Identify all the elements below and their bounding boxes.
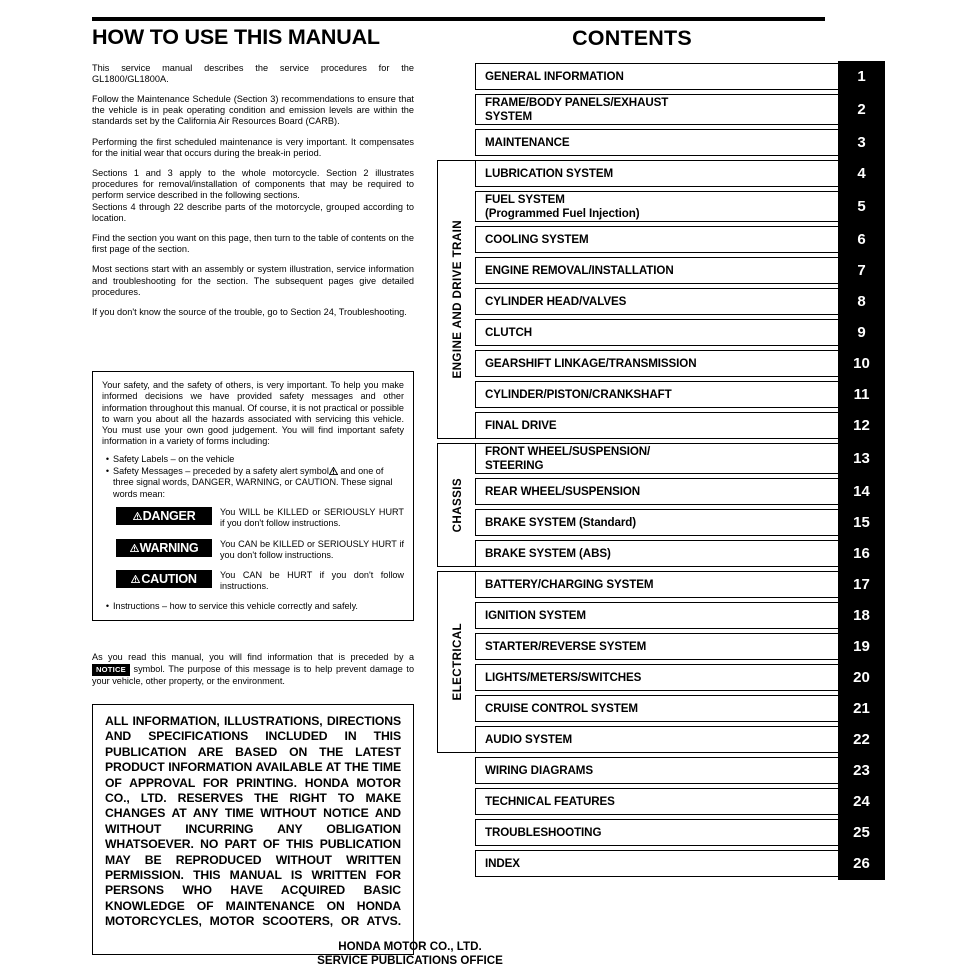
contents-row-number: 25: [838, 817, 885, 849]
contents-row-label: [475, 571, 839, 598]
caution-badge-label: CAUTION: [141, 572, 197, 587]
contents-row-number: 26: [838, 848, 885, 880]
contents-row[interactable]: [475, 695, 885, 722]
contents-row-label: [475, 602, 839, 629]
contents-row-label: [475, 726, 839, 753]
footer-office: SERVICE PUBLICATIONS OFFICE: [317, 954, 503, 967]
contents-row-label: [475, 288, 839, 315]
contents-row-title: IGNITION SYSTEM: [485, 608, 586, 622]
contents-row-title: GEARSHIFT LINKAGE/TRANSMISSION: [485, 356, 697, 370]
contents-row-label: [475, 319, 839, 346]
contents-row-number: 18: [838, 600, 885, 632]
safety-bullet-2-part-b: and one of three signal words, DANGER, WARNING, or CAUTION. These signal words mean:: [113, 466, 393, 499]
contents-group-bracket: [437, 160, 477, 439]
notice-paragraph: [92, 652, 414, 688]
contents-row-number: 15: [838, 507, 885, 539]
contents-row-number: 17: [838, 569, 885, 601]
contents-row-number: 13: [838, 441, 885, 477]
contents-row-number: 10: [838, 348, 885, 380]
contents-row-title: TROUBLESHOOTING: [485, 825, 602, 839]
danger-description: You WILL be KILLED or SERIOUSLY HURT if you don't follow instructions.: [220, 506, 404, 529]
contents-row-title: WIRING DIAGRAMS: [485, 763, 593, 777]
contents-row-number: 4: [838, 158, 885, 190]
danger-badge-label: DANGER: [142, 508, 196, 523]
contents-row-number: 19: [838, 631, 885, 663]
contents-row-number: 20: [838, 662, 885, 694]
contents-row[interactable]: [475, 726, 885, 753]
contents-row[interactable]: [475, 257, 885, 284]
contents-row-title: BATTERY/CHARGING SYSTEM: [485, 577, 654, 591]
contents-row[interactable]: [475, 443, 885, 474]
contents-row-number: 11: [838, 379, 885, 411]
warning-badge-label: WARNING: [139, 540, 199, 555]
contents-row[interactable]: [475, 819, 885, 846]
contents-row-number: 6: [838, 224, 885, 256]
intro-paragraph-5: Sections 4 through 22 describe parts of the motorcycle, grouped according to location.: [92, 201, 414, 223]
contents-row[interactable]: [475, 129, 885, 156]
contents-row-label: [475, 633, 839, 660]
contents-row-number: 12: [838, 410, 885, 442]
contents-row-title: LIGHTS/METERS/SWITCHES: [485, 670, 642, 684]
contents-row-label: [475, 63, 839, 90]
contents-row[interactable]: [475, 540, 885, 567]
contents-row-label: [475, 850, 839, 877]
contents-row-number: 5: [838, 189, 885, 225]
safety-alert-triangle-icon: [329, 467, 338, 475]
contents-row-number: 1: [838, 61, 885, 93]
contents-row-number: 9: [838, 317, 885, 349]
contents-row-label: [475, 94, 839, 125]
contents-row-number: 2: [838, 92, 885, 128]
footer: [0, 940, 820, 968]
notice-part-a: As you read this manual, you will find information that is preceded by a: [92, 652, 414, 663]
warning-description: You CAN be KILLED or SERIOUSLY HURT if you don't follow instructions.: [220, 538, 404, 560]
contents-row-title: COOLING SYSTEM: [485, 232, 589, 246]
contents-group-label: ELECTRICAL: [451, 623, 464, 701]
safety-bullet-messages: [102, 466, 404, 500]
page-title: HOW TO USE THIS MANUAL: [92, 25, 380, 49]
contents-row-label: [475, 226, 839, 253]
bullet-dot-icon: •: [105, 466, 110, 477]
header-rule: [92, 17, 825, 21]
contents-row-label: [475, 664, 839, 691]
contents-row-title: CRUISE CONTROL SYSTEM: [485, 701, 638, 715]
contents-row-title: FRAME/BODY PANELS/EXHAUST: [485, 96, 669, 110]
contents-row-label: [475, 788, 839, 815]
legal-disclaimer-text: ALL INFORMATION, ILLUSTRATIONS, DIRECTIONS AND SPECIFICATIONS INCLUDED IN THIS PUBLICATION ARE BASED ON THE LATEST PRODUCT INFORMATION AVAILABLE AT THE TIME OF APPROVAL FOR PRINTING. HONDA MOTOR CO., LTD. RESERVES THE RIGHT TO MAKE CHANGES AT ANY TIME WITHOUT NOTICE AND WITHOUT INCURRING ANY OBLIGATION WHATSOEVER. NO PART OF THIS PUBLICATION MAY BE REPRODUCED WITHOUT WRITTEN PERMISSION. THIS MANUAL IS WRITTEN FOR PERSONS WHO HAVE ACQUIRED BASIC KNOWLEDGE OF MAINTENANCE ON HONDA MOTORCYCLES, MOTOR SCOOTERS, OR ATVS.: [105, 714, 401, 929]
how-to-use-column: [92, 26, 414, 327]
contents-row-title: AUDIO SYSTEM: [485, 732, 573, 746]
contents-row-title: FINAL DRIVE: [485, 418, 557, 432]
contents-row-label: [475, 381, 839, 408]
contents-row-number: 24: [838, 786, 885, 818]
contents-row[interactable]: [475, 191, 885, 222]
contents-row-label: [475, 129, 839, 156]
notice-part-b: symbol. The purpose of this message is to help prevent damage to your vehicle, other property, or the environment.: [92, 663, 414, 687]
safety-bullet-labels: [102, 454, 404, 465]
contents-row-title: BRAKE SYSTEM (Standard): [485, 515, 637, 529]
contents-row[interactable]: [475, 288, 885, 315]
signal-row-danger: [102, 507, 404, 530]
contents-row-title: LUBRICATION SYSTEM: [485, 166, 614, 180]
contents-row-label: [475, 443, 839, 474]
contents-row-title: CYLINDER HEAD/VALVES: [485, 294, 627, 308]
footer-company: HONDA MOTOR CO., LTD.: [338, 940, 482, 953]
warning-badge: [116, 539, 212, 557]
safety-bullet-3-text: Instructions – how to service this vehicle correctly and safely.: [113, 600, 358, 611]
contents-row-title: BRAKE SYSTEM (ABS): [485, 546, 611, 560]
bullet-dot-icon: •: [105, 453, 110, 464]
legal-disclaimer-box: [92, 704, 414, 955]
contents-row-subtitle: STEERING: [485, 458, 544, 472]
contents-row-title: STARTER/REVERSE SYSTEM: [485, 639, 647, 653]
contents-row[interactable]: [475, 509, 885, 536]
contents-group-label: ENGINE AND DRIVE TRAIN: [451, 220, 464, 379]
contents-row-title: MAINTENANCE: [485, 135, 570, 149]
intro-paragraph-3: Performing the first scheduled maintenance is very important. It compensates for the initial wear that occurs during the break-in period.: [92, 136, 414, 158]
contents-row-label: [475, 757, 839, 784]
contents-group-bracket: [437, 571, 477, 753]
notice-chip: NOTICE: [92, 664, 130, 677]
safety-bullet-2-text: [113, 466, 404, 500]
contents-row[interactable]: [475, 633, 885, 660]
contents-row-number: 23: [838, 755, 885, 787]
danger-badge: [116, 507, 212, 525]
contents-row[interactable]: [475, 226, 885, 253]
contents-row-number: 7: [838, 255, 885, 287]
contents-row-label: [475, 191, 839, 222]
contents-row-title: REAR WHEEL/SUSPENSION: [485, 484, 641, 498]
intro-paragraph-6: Find the section you want on this page, then turn to the table of contents on the first page of the section.: [92, 233, 414, 255]
bullet-dot-icon: •: [105, 600, 110, 611]
contents-row-number: 14: [838, 476, 885, 508]
signal-row-caution: [102, 570, 404, 593]
contents-row-title: GENERAL INFORMATION: [485, 69, 624, 83]
signal-row-warning: [102, 539, 404, 562]
contents-row[interactable]: [475, 664, 885, 691]
contents-column: [437, 26, 885, 881]
contents-row-label: [475, 160, 839, 187]
contents-row-label: [475, 412, 839, 439]
caution-badge: [116, 570, 212, 588]
contents-row[interactable]: [475, 412, 885, 439]
contents-row[interactable]: [475, 350, 885, 377]
contents-row[interactable]: [475, 63, 885, 90]
intro-paragraph-7: Most sections start with an assembly or system illustration, service information and troubleshooting for the section. The subsequent pages give detailed procedures.: [92, 264, 414, 297]
intro-paragraph-1: This service manual describes the service procedures for the GL1800/GL1800A.: [92, 62, 414, 84]
contents-row-title: ENGINE REMOVAL/INSTALLATION: [485, 263, 674, 277]
contents-row-number: 3: [838, 127, 885, 159]
contents-row-title: CLUTCH: [485, 325, 533, 339]
contents-row[interactable]: [475, 571, 885, 598]
contents-row-title: CYLINDER/PISTON/CRANKSHAFT: [485, 387, 672, 401]
intro-paragraph-8: If you don't know the source of the trouble, go to Section 24, Troubleshooting.: [92, 307, 407, 318]
contents-row-label: [475, 257, 839, 284]
contents-row-title: INDEX: [485, 856, 520, 870]
contents-group-label: CHASSIS: [451, 477, 464, 533]
contents-title: CONTENTS: [572, 26, 692, 50]
safety-bullet-2-part-a: Safety Messages – preceded by a safety alert symbol: [113, 466, 329, 477]
contents-list: [437, 63, 885, 877]
contents-row-number: 8: [838, 286, 885, 318]
safety-bullet-instructions: [102, 601, 404, 612]
caution-description: You CAN be HURT if you don't follow instructions.: [220, 570, 404, 592]
contents-row[interactable]: [475, 602, 885, 629]
contents-row[interactable]: [475, 850, 885, 877]
contents-row-label: [475, 509, 839, 536]
contents-row-title: TECHNICAL FEATURES: [485, 794, 615, 808]
contents-row-label: [475, 819, 839, 846]
contents-row[interactable]: [475, 757, 885, 784]
contents-row-number: 22: [838, 724, 885, 756]
signal-word-table: [102, 507, 404, 593]
contents-row-label: [475, 478, 839, 505]
contents-row[interactable]: [475, 94, 885, 125]
contents-row-number: 21: [838, 693, 885, 725]
contents-row[interactable]: [475, 160, 885, 187]
intro-paragraph-4: Sections 1 and 3 apply to the whole motorcycle. Section 2 illustrates procedures for removal/installation of components that may be required to perform service described in the following sections.: [92, 168, 414, 201]
contents-row-label: [475, 350, 839, 377]
contents-row-subtitle: (Programmed Fuel Injection): [485, 206, 640, 220]
contents-row[interactable]: [475, 788, 885, 815]
contents-row-title: FRONT WHEEL/SUSPENSION/: [485, 445, 651, 459]
alert-triangle-icon: [131, 575, 140, 583]
contents-row-label: [475, 695, 839, 722]
contents-row[interactable]: [475, 478, 885, 505]
alert-triangle-icon: [130, 544, 139, 552]
safety-intro-text: Your safety, and the safety of others, is very important. To help you make informed decisions we have provided safety messages and other information throughout this manual. Of course, it is not practical or possible to warn you about all the hazards associated with servicing this vehicle. You must use your own good judgement. You will find important safety information in a variety of forms including:: [102, 380, 404, 447]
safety-information-box: [92, 371, 414, 621]
intro-paragraph-2: Follow the Maintenance Schedule (Section 3) recommendations to ensure that the vehicle is in peak operating condition and emission levels are within the standards set by the California Air Resources Board (CARB).: [92, 94, 414, 127]
alert-triangle-icon: [133, 512, 142, 520]
contents-group-bracket: [437, 443, 477, 567]
contents-row-number: 16: [838, 538, 885, 570]
contents-row-title: FUEL SYSTEM: [485, 193, 565, 207]
contents-row[interactable]: [475, 381, 885, 408]
safety-bullet-1-text: Safety Labels – on the vehicle: [113, 453, 235, 464]
contents-row-label: [475, 540, 839, 567]
contents-row[interactable]: [475, 319, 885, 346]
contents-row-subtitle: SYSTEM: [485, 109, 533, 123]
